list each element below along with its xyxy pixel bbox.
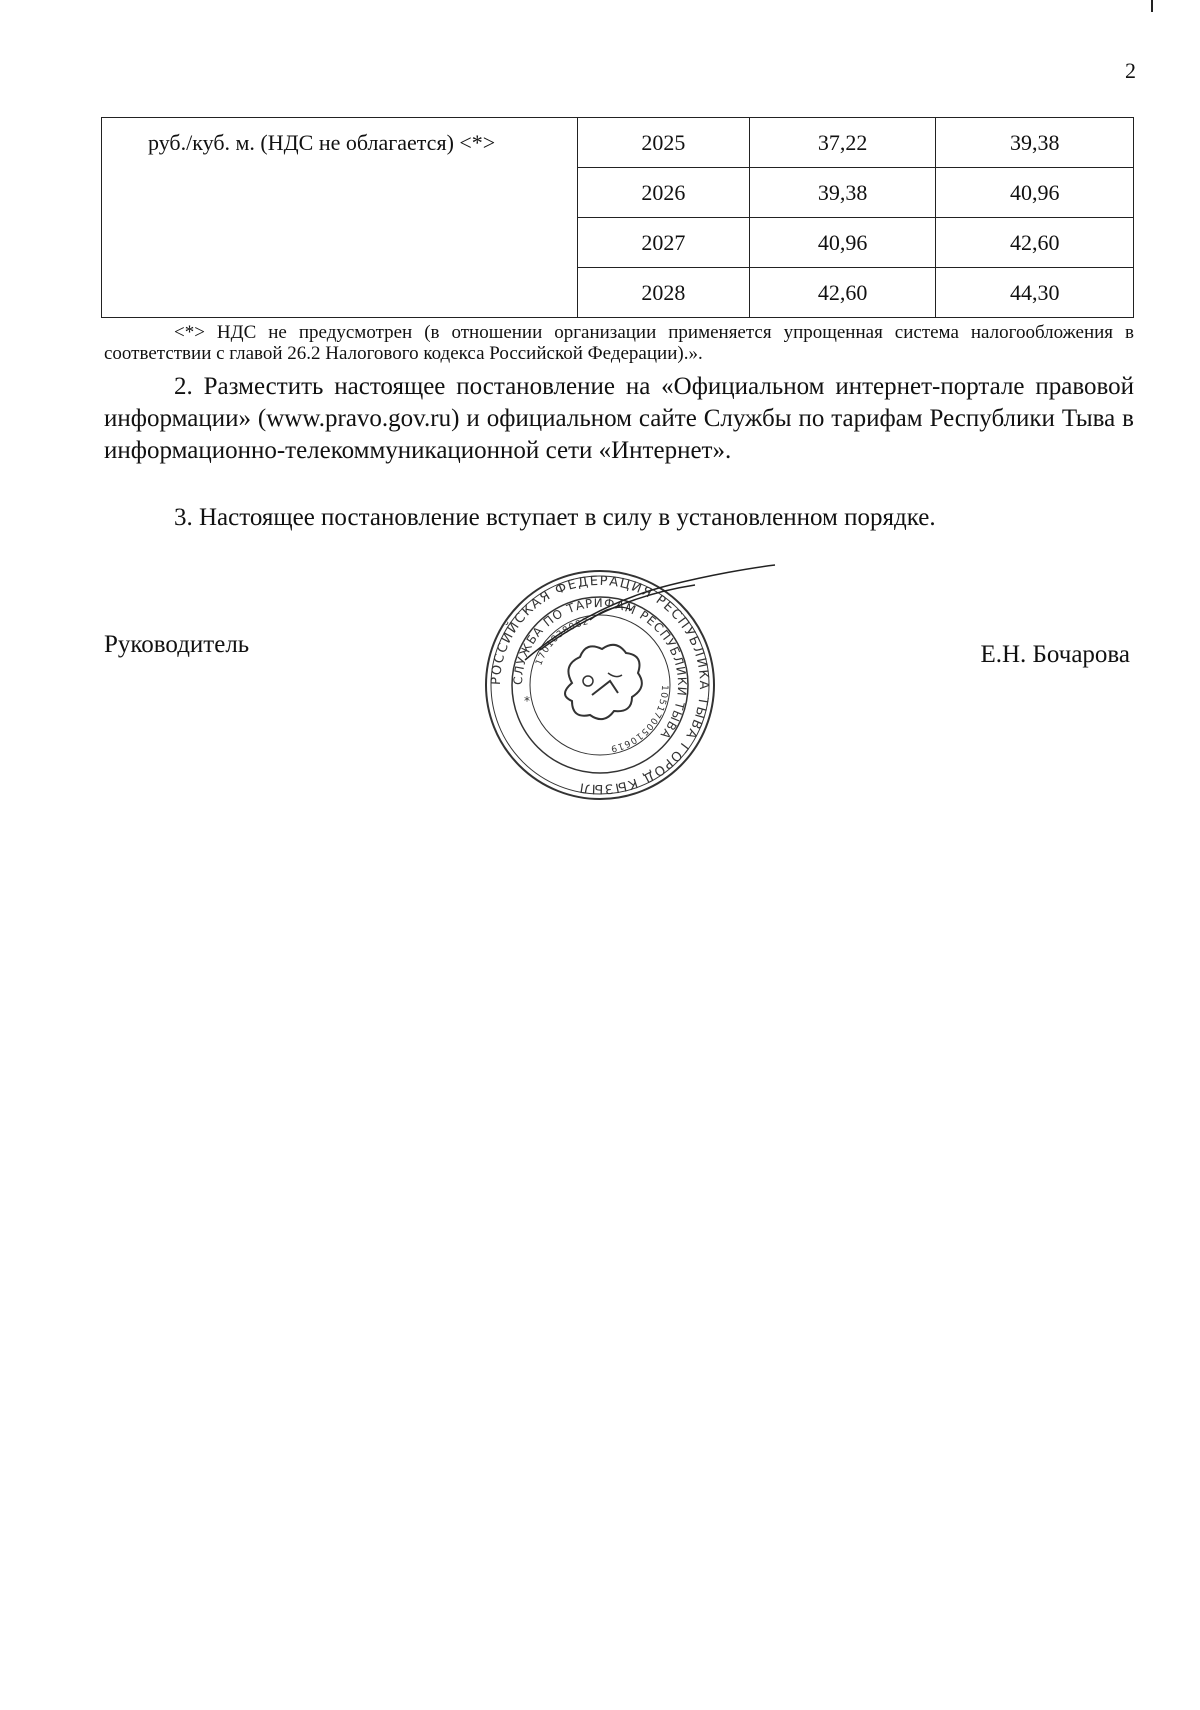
page-edge-mark bbox=[1151, 0, 1153, 12]
value-2-cell: 40,96 bbox=[936, 168, 1134, 218]
unit-cell: руб./куб. м. (НДС не облагается) <*> bbox=[102, 118, 578, 318]
signatory-position: Руководитель bbox=[104, 631, 250, 658]
year-cell: 2028 bbox=[578, 268, 750, 318]
year-cell: 2026 bbox=[578, 168, 750, 218]
value-1-cell: 42,60 bbox=[749, 268, 936, 318]
value-2-cell: 42,60 bbox=[936, 218, 1134, 268]
value-1-cell: 40,96 bbox=[749, 218, 936, 268]
vat-footnote: <*> НДС не предусмотрен (в отношении организации применяется упрощенная система налогообложения в соответствии с главой 26.2 Налогового кодекса Российской Федерации).». bbox=[104, 322, 1134, 364]
tariff-table bbox=[101, 117, 1134, 318]
year-cell: 2025 bbox=[578, 118, 750, 168]
stamp-inn: 1701038082 bbox=[534, 616, 591, 667]
handwritten-signature bbox=[520, 560, 780, 670]
value-2-cell: 44,30 bbox=[936, 268, 1134, 318]
value-1-cell: 37,22 bbox=[749, 118, 936, 168]
value-1-cell: 39,38 bbox=[749, 168, 936, 218]
value-2-cell: 39,38 bbox=[936, 118, 1134, 168]
year-cell: 2027 bbox=[578, 218, 750, 268]
paragraph-effective: 3. Настоящее постановление вступает в силу в установленном порядке. bbox=[174, 504, 936, 531]
stamp-inner-text: СЛУЖБА ПО ТАРИФАМ РЕСПУБЛИКИ ТЫВА bbox=[510, 595, 690, 743]
stamp-ogrn: 1051700510619 bbox=[609, 684, 670, 754]
stamp-outer-text: РОССИЙСКАЯ ФЕДЕРАЦИЯ РЕСПУБЛИКА ТЫВА ГОРОД КЫЗЫЛ bbox=[488, 573, 712, 797]
paragraph-publication: 2. Разместить настоящее постановление на «Официальном интернет-портале правовой информации» (www.pravo.gov.ru) и официальном сайте Службы по тарифам Республики Тыва в информационно-телекоммуникационной сети «Интернет». bbox=[104, 373, 1134, 464]
svg-text:*: * bbox=[524, 694, 530, 708]
table-row bbox=[102, 118, 1134, 168]
signatory-name: Е.Н. Бочарова bbox=[980, 641, 1130, 668]
page-number: 2 bbox=[1125, 58, 1136, 83]
